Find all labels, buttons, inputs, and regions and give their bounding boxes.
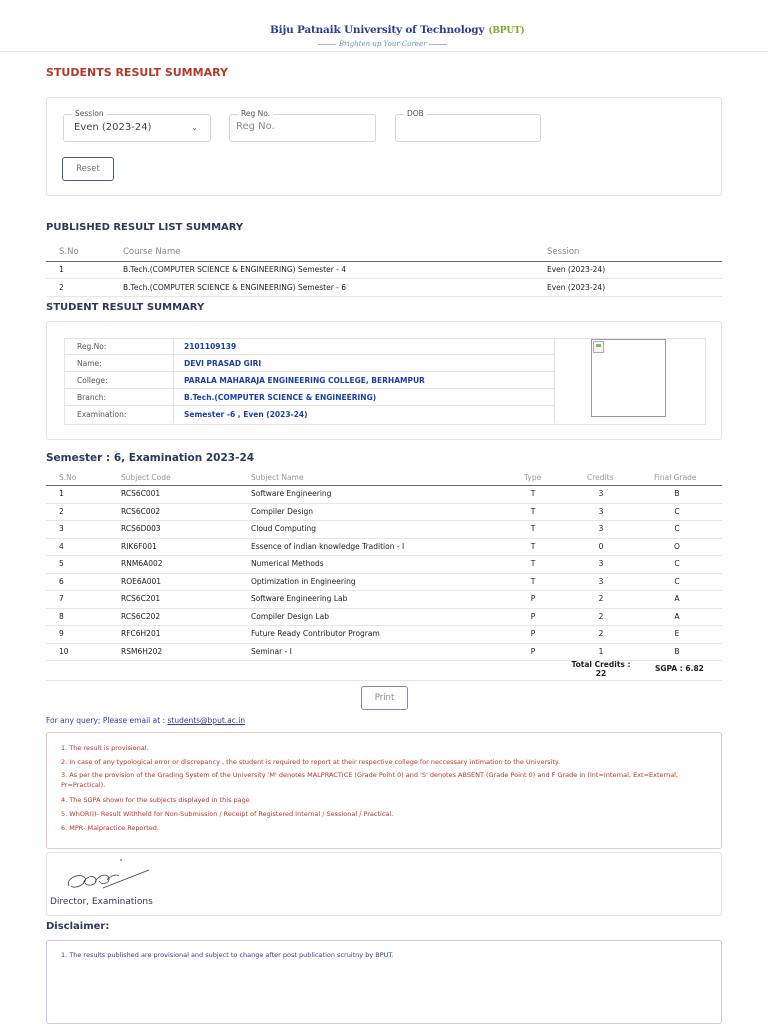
regno-field xyxy=(229,109,376,142)
cell-type: P xyxy=(530,611,536,621)
cell-sno: 10 xyxy=(59,646,69,656)
cell-subject-code: RCS6C201 xyxy=(121,594,161,603)
cell-credits: 3 xyxy=(598,489,604,498)
cell-subject-code: RNM6A002 xyxy=(121,559,163,568)
total-credits-value: 22 xyxy=(595,669,607,678)
session-select[interactable] xyxy=(63,109,211,142)
info-row-examination xyxy=(64,406,554,423)
student-photo xyxy=(591,339,666,417)
university-abbr: (BPUT) xyxy=(488,26,525,36)
cell-session: Even (2023-24) xyxy=(547,283,606,292)
cell-sno: 5 xyxy=(59,559,64,568)
sgpa-value: SGPA : 6.82 xyxy=(655,664,704,673)
cell-final-grade: C xyxy=(674,506,680,516)
session-value: Even (2023-24) xyxy=(74,122,152,133)
cell-session: Even (2023-24) xyxy=(547,265,606,274)
cell-credits: 3 xyxy=(598,506,604,516)
info-key: College: xyxy=(77,376,108,385)
cell-subject-name: Optimization in Engineering xyxy=(251,576,356,586)
cell-credits: 0 xyxy=(598,541,604,551)
cell-sno: 9 xyxy=(59,629,64,638)
cell-course[interactable]: B.Tech.(COMPUTER SCIENCE & ENGINEERING) Semester - 4 xyxy=(123,265,347,274)
cell-type: T xyxy=(530,541,536,551)
cell-subject-code: RSM6H202 xyxy=(121,646,163,656)
dob-label: DOB xyxy=(404,109,427,118)
signature-image xyxy=(63,856,163,896)
info-value: Semester -6 , Even (2023-24) xyxy=(184,410,308,419)
cell-type: T xyxy=(530,559,536,568)
cell-subject-name: Compiler Design Lab xyxy=(251,611,329,621)
dob-input[interactable] xyxy=(402,121,532,132)
broken-image-icon xyxy=(593,341,604,353)
print-button[interactable]: Print xyxy=(361,686,408,710)
cell-sno: 3 xyxy=(59,524,64,533)
col-header-final-grade: Final Grade xyxy=(654,473,697,482)
cell-type: P xyxy=(530,594,536,603)
cell-final-grade: C xyxy=(674,524,680,533)
col-header-sno: S.No xyxy=(59,247,79,257)
info-key: Branch: xyxy=(77,393,106,402)
cell-final-grade: C xyxy=(674,559,680,568)
cell-sno: 2 xyxy=(59,283,64,292)
info-key: Reg.No: xyxy=(77,342,107,351)
university-name: Biju Patnaik University of Technology xyxy=(270,24,485,36)
note-item: 3. As per the provision of the Grading System of the University 'M' denotes MALPRACTICE (Grade Point 0) and 'S' denotes ABSENT (Grade Point 0) and F Grade in (Int=Internal, Ext=External, Pr=Practical). xyxy=(61,771,679,789)
total-credits xyxy=(571,660,631,678)
info-key: Examination: xyxy=(77,410,127,419)
reset-button[interactable]: Reset xyxy=(62,157,114,181)
cell-subject-name: Essence of indian knowledge Tradition - I xyxy=(251,541,405,551)
signature-card xyxy=(46,852,722,916)
published-list-title: PUBLISHED RESULT LIST SUMMARY xyxy=(46,222,244,233)
cell-sno: 8 xyxy=(59,611,64,621)
cell-sno: 6 xyxy=(59,576,64,586)
col-header-subject-name: Subject Name xyxy=(251,473,304,482)
col-header-session: Session xyxy=(547,247,580,257)
cell-subject-code: RCS6C202 xyxy=(121,611,161,621)
cell-credits: 2 xyxy=(598,611,604,621)
cell-credits: 3 xyxy=(598,559,604,568)
note-item: 6. MPR- Malpractice Reported. xyxy=(61,824,159,832)
cell-type: T xyxy=(530,506,536,516)
query-email-link[interactable]: students@bput.ac.in xyxy=(167,716,246,725)
university-logo xyxy=(270,24,525,36)
cell-subject-code: RCS6D003 xyxy=(121,524,161,533)
regno-label: Reg No. xyxy=(238,109,273,118)
cell-sno: 2 xyxy=(59,506,64,516)
cell-type: T xyxy=(530,489,536,498)
cell-subject-code: RCS6C001 xyxy=(121,489,161,498)
cell-final-grade: E xyxy=(674,629,680,638)
semester-title: Semester : 6, Examination 2023-24 xyxy=(46,452,255,464)
cell-sno: 7 xyxy=(59,594,64,603)
cell-subject-name: Software Engineering Lab xyxy=(251,594,348,603)
cell-subject-code: ROE6A001 xyxy=(121,576,162,586)
cell-type: T xyxy=(530,524,536,533)
cell-subject-name: Future Ready Contributor Program xyxy=(251,629,380,638)
col-header-sno: S.No xyxy=(59,473,77,482)
university-tagline xyxy=(315,40,450,48)
total-credits-label: Total Credits : xyxy=(571,660,631,669)
cell-credits: 1 xyxy=(598,646,604,656)
col-header-subject-code: Subject Code xyxy=(121,473,171,482)
notes-card xyxy=(46,732,722,849)
cell-subject-name: Software Engineering xyxy=(251,489,332,498)
info-row-name xyxy=(64,355,554,372)
page-header xyxy=(0,0,768,52)
cell-subject-code: RFC6H201 xyxy=(121,629,161,638)
info-value: PARALA MAHARAJA ENGINEERING COLLEGE, BERHAMPUR xyxy=(184,376,425,385)
info-value: 2101109139 xyxy=(184,342,237,351)
cell-final-grade: O xyxy=(674,541,680,551)
cell-credits: 3 xyxy=(598,576,604,586)
disclaimer-card xyxy=(46,940,722,1024)
cell-final-grade: A xyxy=(674,594,680,603)
note-item: 2. In case of any typological error or discrepancy , the student is required to report at their respective college for neccessary intimation to the University. xyxy=(61,758,560,766)
info-key: Name: xyxy=(77,359,102,368)
col-header-credits: Credits xyxy=(587,473,614,482)
director-title: Director, Examinations xyxy=(50,897,153,907)
disclaimer-title: Disclaimer: xyxy=(46,921,110,932)
cell-course[interactable]: B.Tech.(COMPUTER SCIENCE & ENGINEERING) Semester - 6 xyxy=(123,283,347,292)
cell-final-grade: B xyxy=(674,489,680,498)
cell-subject-name: Cloud Computing xyxy=(251,524,316,533)
regno-input[interactable] xyxy=(236,121,366,132)
student-summary-title: STUDENT RESULT SUMMARY xyxy=(46,302,205,313)
cell-final-grade: C xyxy=(674,576,680,586)
cell-credits: 3 xyxy=(598,524,604,533)
note-item: 4. The SGPA shown for the subjects displayed in this page xyxy=(61,796,250,804)
filter-card xyxy=(46,97,722,196)
cell-sno: 1 xyxy=(59,489,64,498)
cell-type: P xyxy=(530,646,536,656)
cell-subject-name: Numerical Methods xyxy=(251,559,324,568)
cell-credits: 2 xyxy=(598,594,604,603)
cell-type: P xyxy=(530,629,536,638)
tagline-text: Brighten up Your Career xyxy=(339,40,427,48)
session-label: Session xyxy=(72,109,107,118)
info-value: DEVI PRASAD GIRI xyxy=(184,359,262,368)
cell-subject-code: RCS6C002 xyxy=(121,506,161,516)
info-row-college xyxy=(64,372,554,389)
disclaimer-text: 1. The results published are provisional and subject to change after post publication scruitny by BPUT. xyxy=(61,951,394,959)
cell-final-grade: A xyxy=(674,611,680,621)
note-item: 5. WhOR(I)- Result Withheld for Non-Submission / Receipt of Registered Internal / Sessional / Practical. xyxy=(61,810,394,818)
cell-subject-name: Seminar - I xyxy=(251,646,292,656)
query-line xyxy=(46,716,245,725)
chevron-down-icon: ⌄ xyxy=(191,123,198,132)
col-header-type: Type xyxy=(524,473,542,482)
cell-sno: 1 xyxy=(59,265,64,274)
cell-type: T xyxy=(530,576,536,586)
note-item: 1. The result is provisional. xyxy=(61,744,149,752)
cell-subject-code: RIK6F001 xyxy=(121,541,157,551)
cell-subject-name: Compiler Design xyxy=(251,506,314,516)
info-row-regno xyxy=(64,338,554,355)
cell-final-grade: B xyxy=(674,646,680,656)
cell-sno: 4 xyxy=(59,541,64,551)
col-header-course: Course Name xyxy=(123,247,181,257)
cell-credits: 2 xyxy=(598,629,604,638)
query-text: For any query; Please email at : xyxy=(46,716,166,725)
info-row-branch xyxy=(64,389,554,406)
page-title: STUDENTS RESULT SUMMARY xyxy=(46,66,228,79)
info-value: B.Tech.(COMPUTER SCIENCE & ENGINEERING) xyxy=(184,393,377,402)
dob-field xyxy=(395,109,541,142)
